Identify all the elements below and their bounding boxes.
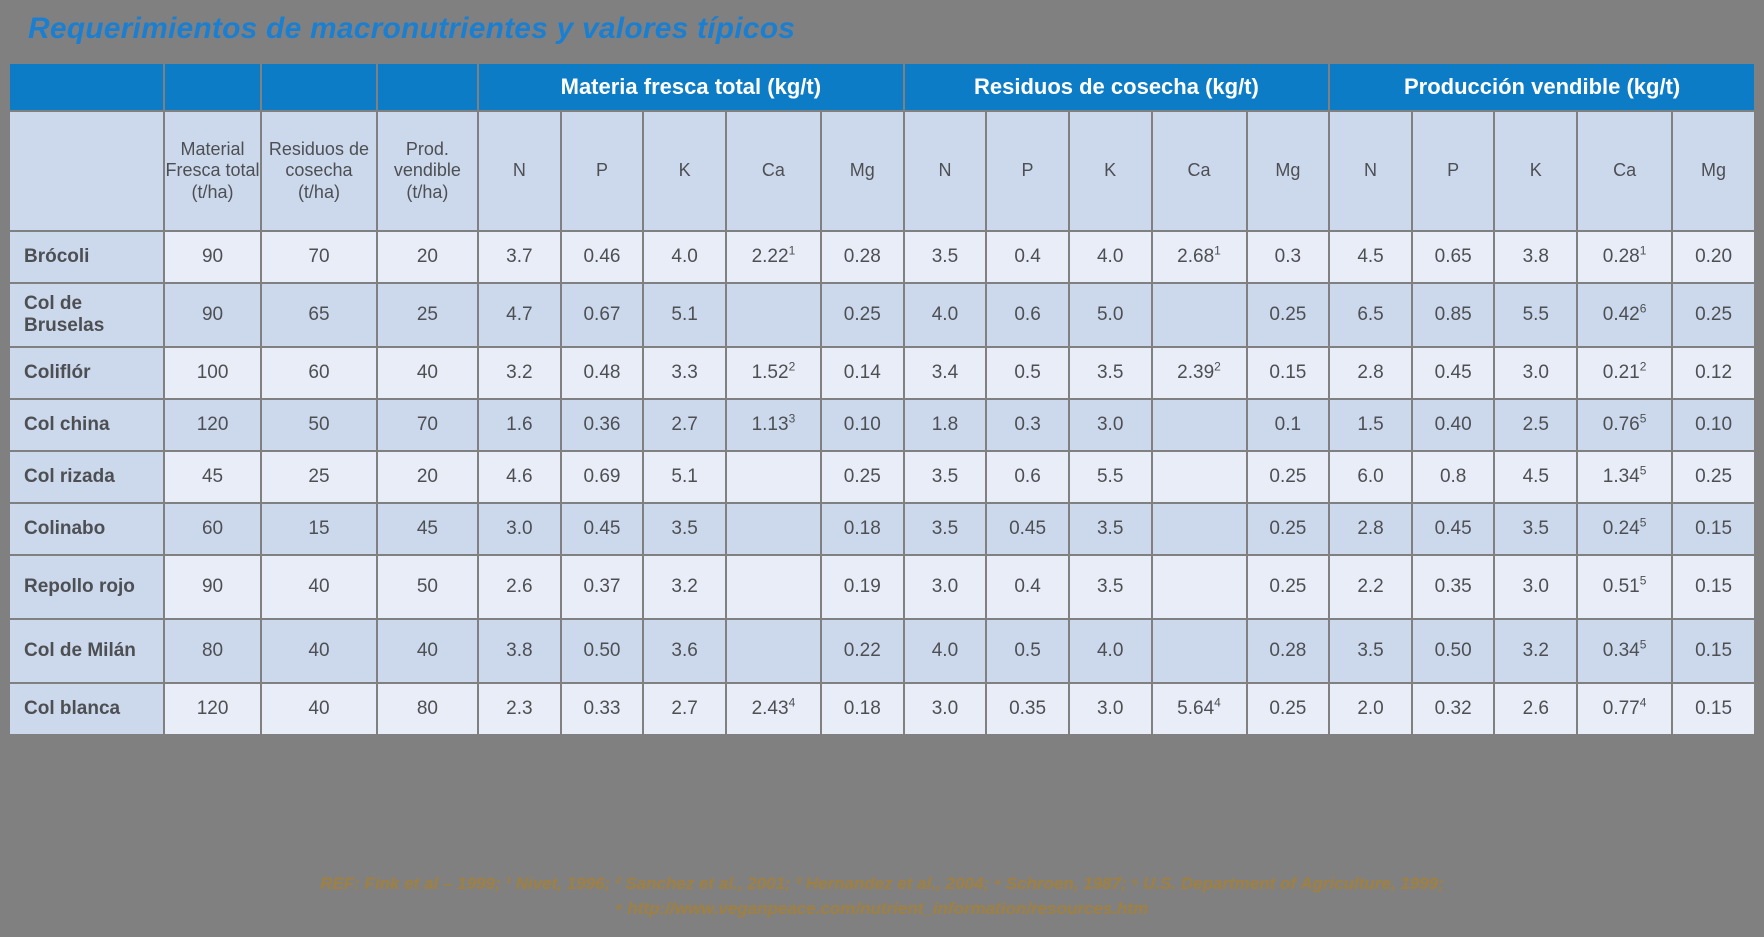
table-cell: 5.0 [1070,284,1151,346]
footnote-marker: 5 [1639,411,1647,426]
footnote-marker: 4 [1639,695,1647,710]
table-cell: 0.10 [822,400,903,450]
table-cell: 80 [378,684,477,734]
footnote-marker: 2 [1214,359,1221,374]
table-cell: 0.65 [1413,232,1494,282]
table-row [10,556,1754,618]
table-cell: 0.45 [562,504,643,554]
table-cell: 0.15 [1248,348,1329,398]
table-cell: 3.5 [644,504,725,554]
table-cell: 50 [378,556,477,618]
footnote-marker: 5 [1639,637,1647,652]
table-cell: 50 [262,400,376,450]
row-label: Coliflór [10,348,163,398]
table-cell: 0.10 [1673,400,1754,450]
table-cell: 0.5 [987,620,1068,682]
footnote-marker: 1 [1639,243,1647,258]
table-cell: 0.85 [1413,284,1494,346]
table-cell: 0.20 [1673,232,1754,282]
footnote-marker: 5 [1639,463,1647,478]
page-title: Requerimientos de macronutrientes y valores típicos [28,12,796,45]
table-row [10,232,1754,282]
table-cell: 40 [378,348,477,398]
table-cell: 2.6 [479,556,560,618]
table-cell: 0.12 [1673,348,1754,398]
table-cell: 0.25 [1248,556,1329,618]
table-cell: 0.25 [1673,452,1754,502]
table-cell: 100 [165,348,260,398]
sub-header-row [10,112,1754,230]
table-cell: 70 [378,400,477,450]
sub-header-residuos-de-cosecha: Residuos de cosecha (t/ha) [262,112,376,230]
table-cell: 0.36 [562,400,643,450]
table-row [10,400,1754,450]
table-cell: 1.34$^5$ [1578,452,1671,502]
table-cell: 0.25 [1248,684,1329,734]
row-label: Repollo rojo [10,556,163,618]
table-cell: 70 [262,232,376,282]
group-header-produccion-vendible: Producción vendible (kg/t) [1330,64,1754,110]
table-cell: 20 [378,452,477,502]
table-cell: 3.4 [905,348,986,398]
table-cell: 1.5 [1330,400,1411,450]
table-cell: 0.51$^5$ [1578,556,1671,618]
table-cell [727,556,820,618]
footnote-marker: 4 [1214,695,1221,710]
table-cell [1153,620,1246,682]
row-label: Col de Bruselas [10,284,163,346]
table-cell: 0.24$^5$ [1578,504,1671,554]
group-header-blank-4 [378,64,477,110]
row-label: Col rizada [10,452,163,502]
table-cell: 5.1 [644,284,725,346]
table-cell: 4.5 [1495,452,1576,502]
table-cell: 0.28 [822,232,903,282]
table-cell: 2.39$^2$ [1153,348,1246,398]
table-cell: 0.6 [987,284,1068,346]
sub-header-rdc-p: P [987,112,1068,230]
table-row [10,620,1754,682]
table-cell: 40 [378,620,477,682]
table-cell: 0.15 [1673,556,1754,618]
table-cell [727,452,820,502]
sub-header-pv-p: P [1413,112,1494,230]
footnote-marker: 6 [1639,301,1647,316]
table-cell [727,504,820,554]
sub-header-mft-ca: Ca [727,112,820,230]
footnote-marker: 5 [1639,515,1647,530]
table-cell: 0.32 [1413,684,1494,734]
table-cell: 0.35 [1413,556,1494,618]
table-cell: 0.25 [822,284,903,346]
table-cell: 3.5 [1070,504,1151,554]
table-cell: 2.3 [479,684,560,734]
table-cell: 3.5 [905,504,986,554]
table-cell: 0.19 [822,556,903,618]
table-cell: 40 [262,684,376,734]
table-cell: 0.1 [1248,400,1329,450]
table-cell: 0.50 [1413,620,1494,682]
table-cell: 0.46 [562,232,643,282]
table-cell: 20 [378,232,477,282]
table-cell: 1.52$^2$ [727,348,820,398]
table-cell: 0.25 [1248,452,1329,502]
table-cell: 4.5 [1330,232,1411,282]
table-cell: 1.6 [479,400,560,450]
table-cell: 0.15 [1673,620,1754,682]
table-row [10,348,1754,398]
table-cell: 0.28$^1$ [1578,232,1671,282]
footnote-marker: 3 [788,411,796,426]
table-cell: 3.8 [479,620,560,682]
references-line-2: ⁶ http://www.veganpeace.com/nutrient_information/resources.htm [615,898,1149,918]
macronutrient-table-container [8,62,1756,736]
table-cell [727,284,820,346]
table-cell: 3.2 [644,556,725,618]
table-cell: 0.25 [822,452,903,502]
table-cell: 3.2 [1495,620,1576,682]
table-cell: 0.22 [822,620,903,682]
table-cell: 4.6 [479,452,560,502]
table-cell [727,620,820,682]
table-cell: 3.8 [1495,232,1576,282]
footnote-marker: 2 [1639,359,1647,374]
table-cell: 3.6 [644,620,725,682]
table-cell: 3.5 [905,232,986,282]
table-cell: 40 [262,620,376,682]
sub-header-mft-p: P [562,112,643,230]
table-cell: 40 [262,556,376,618]
table-cell: 0.34$^5$ [1578,620,1671,682]
sub-header-pv-k: K [1495,112,1576,230]
table-cell: 0.35 [987,684,1068,734]
table-cell: 3.3 [644,348,725,398]
sub-header-material-fresca-total: Material Fresca total (t/ha) [165,112,260,230]
table-cell: 15 [262,504,376,554]
row-label: Brócoli [10,232,163,282]
table-body [10,232,1754,734]
table-cell: 90 [165,556,260,618]
table-cell: 0.15 [1673,684,1754,734]
table-cell: 2.68$^1$ [1153,232,1246,282]
references-footer [8,872,1756,921]
table-cell: 0.50 [562,620,643,682]
table-cell: 1.13$^3$ [727,400,820,450]
sub-header-pv-mg: Mg [1673,112,1754,230]
group-header-blank-1 [10,64,163,110]
table-head [10,64,1754,230]
table-cell: 3.5 [1070,556,1151,618]
sub-header-rdc-n: N [905,112,986,230]
table-cell: 25 [262,452,376,502]
table-cell: 0.3 [987,400,1068,450]
table-cell: 0.25 [1248,504,1329,554]
table-cell: 4.0 [905,620,986,682]
table-cell [1153,504,1246,554]
row-label: Colinabo [10,504,163,554]
table-cell: 0.28 [1248,620,1329,682]
table-cell: 45 [165,452,260,502]
table-cell: 4.0 [1070,620,1151,682]
table-cell: 0.77$^4$ [1578,684,1671,734]
table-cell: 0.8 [1413,452,1494,502]
table-cell: 2.6 [1495,684,1576,734]
table-cell: 0.69 [562,452,643,502]
group-header-blank-2 [165,64,260,110]
table-cell: 6.0 [1330,452,1411,502]
table-cell: 1.8 [905,400,986,450]
table-cell: 3.0 [1070,684,1151,734]
table-cell: 2.8 [1330,504,1411,554]
table-cell [1153,284,1246,346]
table-cell: 3.0 [1495,348,1576,398]
sub-header-prod-vendible: Prod. vendible (t/ha) [378,112,477,230]
table-cell: 120 [165,400,260,450]
table-cell: 2.43$^4$ [727,684,820,734]
table-cell: 3.0 [905,684,986,734]
footnote-marker: 1 [788,243,796,258]
table-cell: 4.0 [644,232,725,282]
table-cell: 25 [378,284,477,346]
sub-header-mft-n: N [479,112,560,230]
table-cell: 60 [165,504,260,554]
footnote-marker: 4 [788,695,796,710]
table-cell: 0.4 [987,556,1068,618]
table-row [10,452,1754,502]
table-cell: 0.25 [1248,284,1329,346]
macronutrient-table [8,62,1756,736]
sub-header-mft-k: K [644,112,725,230]
table-row [10,284,1754,346]
table-cell: 0.4 [987,232,1068,282]
table-cell: 2.8 [1330,348,1411,398]
table-cell: 4.0 [1070,232,1151,282]
table-cell: 2.5 [1495,400,1576,450]
group-header-row [10,64,1754,110]
table-cell: 60 [262,348,376,398]
table-cell: 0.45 [987,504,1068,554]
table-cell: 0.5 [987,348,1068,398]
table-cell: 3.2 [479,348,560,398]
table-cell: 2.7 [644,684,725,734]
table-cell: 0.45 [1413,504,1494,554]
table-cell: 2.22$^1$ [727,232,820,282]
table-cell: 3.5 [1495,504,1576,554]
table-cell: 3.5 [1070,348,1151,398]
table-cell: 3.0 [1070,400,1151,450]
row-label: Col de Milán [10,620,163,682]
group-header-blank-3 [262,64,376,110]
table-cell: 0.18 [822,504,903,554]
table-cell: 6.5 [1330,284,1411,346]
row-label: Col china [10,400,163,450]
table-row [10,684,1754,734]
table-cell [1153,556,1246,618]
table-cell: 0.14 [822,348,903,398]
table-cell: 4.7 [479,284,560,346]
row-label: Col blanca [10,684,163,734]
table-cell: 4.0 [905,284,986,346]
table-row [10,504,1754,554]
table-cell: 0.45 [1413,348,1494,398]
table-cell [1153,452,1246,502]
table-cell: 3.5 [1330,620,1411,682]
table-cell: 80 [165,620,260,682]
footnote-marker: 2 [788,359,796,374]
sub-header-rdc-ca: Ca [1153,112,1246,230]
table-cell: 0.6 [987,452,1068,502]
footnote-marker: 5 [1639,573,1647,588]
table-cell: 0.76$^5$ [1578,400,1671,450]
group-header-residuos-de-cosecha: Residuos de cosecha (kg/t) [905,64,1329,110]
table-cell: 5.5 [1070,452,1151,502]
table-cell: 120 [165,684,260,734]
table-cell: 2.0 [1330,684,1411,734]
table-cell: 5.1 [644,452,725,502]
table-cell: 3.5 [905,452,986,502]
table-cell: 0.42$^6$ [1578,284,1671,346]
table-cell: 3.0 [905,556,986,618]
group-header-materia-fresca-total: Materia fresca total (kg/t) [479,64,903,110]
sub-header-pv-ca: Ca [1578,112,1671,230]
table-cell: 0.40 [1413,400,1494,450]
table-cell: 90 [165,232,260,282]
table-cell: 0.15 [1673,504,1754,554]
table-cell: 0.37 [562,556,643,618]
table-cell: 90 [165,284,260,346]
table-cell: 0.3 [1248,232,1329,282]
table-cell: 0.21$^2$ [1578,348,1671,398]
sub-header-pv-n: N [1330,112,1411,230]
sub-header-mft-mg: Mg [822,112,903,230]
table-cell: 3.0 [1495,556,1576,618]
table-cell: 5.64$^4$ [1153,684,1246,734]
table-cell: 0.48 [562,348,643,398]
table-cell: 2.2 [1330,556,1411,618]
sub-header-rdc-mg: Mg [1248,112,1329,230]
table-cell: 3.7 [479,232,560,282]
table-cell: 0.33 [562,684,643,734]
table-cell: 5.5 [1495,284,1576,346]
table-cell: 0.67 [562,284,643,346]
table-cell: 45 [378,504,477,554]
table-cell: 2.7 [644,400,725,450]
sub-header-corner [10,112,163,230]
sub-header-rdc-k: K [1070,112,1151,230]
table-cell: 0.25 [1673,284,1754,346]
footnote-marker: 1 [1214,243,1221,258]
table-cell: 65 [262,284,376,346]
table-cell [1153,400,1246,450]
table-cell: 3.0 [479,504,560,554]
table-cell: 0.18 [822,684,903,734]
references-line-1: REF: Fink et al – 1999; ¹ Nivet, 1996; ² Sanchez et al., 2001; ³ Hernandez et al., 2004; ⁴ Schroen, 1987; ⁵ U.S. Department of Agriculture, 1999; [320,874,1444,893]
